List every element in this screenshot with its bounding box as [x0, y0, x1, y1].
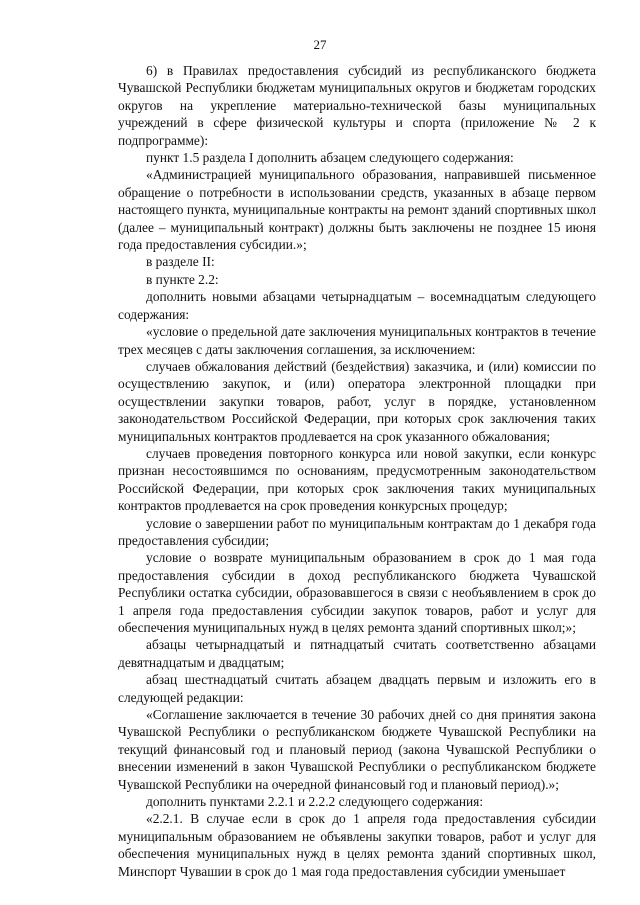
paragraph: 6) в Правилах предоставления субсидий из республиканского бюджета Чувашской Республики бюджетам муниципальных округов и бюджетам городских округов на укрепление материально-технической базы муниципальных учреждений в сфере физической культуры и спорта (приложение № 2 к подпрограмме):	[118, 63, 596, 148]
paragraph: «2.2.1. В случае если в срок до 1 апреля года предоставления субсидии муниципальным образованием не объявлены закупки товаров, работ и услуг для обеспечения муниципальных нужд в целях ремонта зданий спортивных школ, Минспорт Чувашии в срок до 1 мая года предоставления субсидии уменьшает	[118, 811, 596, 879]
paragraph: «условие о предельной дате заключения муниципальных контрактов в течение трех месяцев с даты заключения соглашения, за исключением:	[118, 324, 596, 357]
paragraph: «Соглашение заключается в течение 30 рабочих дней со дня принятия закона Чувашской Республики о республиканском бюджете Чувашской Республики на текущий финансовый год и плановый период (закона Чувашской Республики о внесении изменений в закон Чувашской Республики о республиканском бюджете Чувашской Республики на очередной финансовый год и плановый период).»;	[118, 707, 596, 792]
paragraph: дополнить пунктами 2.2.1 и 2.2.2 следующего содержания:	[146, 794, 484, 810]
paragraph: условие о возврате муниципальным образованием в срок до 1 мая года предоставления субсидии в доход республиканского бюджета Чувашской Республики остатка субсидии, образовавшегося в связи с необъявлением в срок до 1 апреля года предоставления субсидии закупок товаров, работ и услуг для обеспечения муниципальных нужд в целях ремонта зданий спортивных школ;»;	[118, 550, 596, 635]
page-number: 27	[313, 37, 327, 52]
paragraph: абзац шестнадцатый считать абзацем двадцать первым и изложить его в следующей редакции:	[118, 672, 596, 705]
paragraph: «Администрацией муниципального образования, направившей письменное обращение о потребности в использовании средств, указанных в абзаце первом настоящего пункта, муниципальные контракты на ремонт зданий спортивных школ (далее – муниципальный контракт) должны быть заключены не позднее 15 июня года предоставления субсидии.»;	[118, 167, 596, 253]
paragraph: абзацы четырнадцатый и пятнадцатый считать соответственно абзацами девятнадцатым и двадцатым;	[118, 637, 596, 670]
paragraph: в пункте 2.2:	[146, 271, 219, 287]
paragraph: случаев проведения повторного конкурса или новой закупки, если конкурс признан несостоявшимся по основаниям, предусмотренным законодательством Российской Федерации, при которых срок заключения таких муниципальных контрактов продлевается на срок проведения конкурсных процедур;	[118, 445, 596, 514]
document-body	[118, 62, 596, 880]
paragraph: условие о завершении работ по муниципальным контрактам до 1 декабря года предоставления субсидии;	[118, 515, 596, 548]
paragraph: дополнить новыми абзацами четырнадцатым – восемнадцатым следующего содержания:	[118, 289, 596, 322]
paragraph: случаев обжалования действий (бездействия) заказчика, и (или) комиссии по осуществлению закупок, и (или) оператора электронной площадки при осуществлении закупки товаров, работ, услуг в порядке, установленном законодательством Российской Федерации, при которых срок заключения таких муниципальных контрактов продлевается на срок указанного обжалования;	[118, 358, 596, 444]
paragraph: пункт 1.5 раздела I дополнить абзацем следующего содержания:	[146, 150, 514, 166]
paragraph: в разделе II:	[146, 254, 215, 270]
